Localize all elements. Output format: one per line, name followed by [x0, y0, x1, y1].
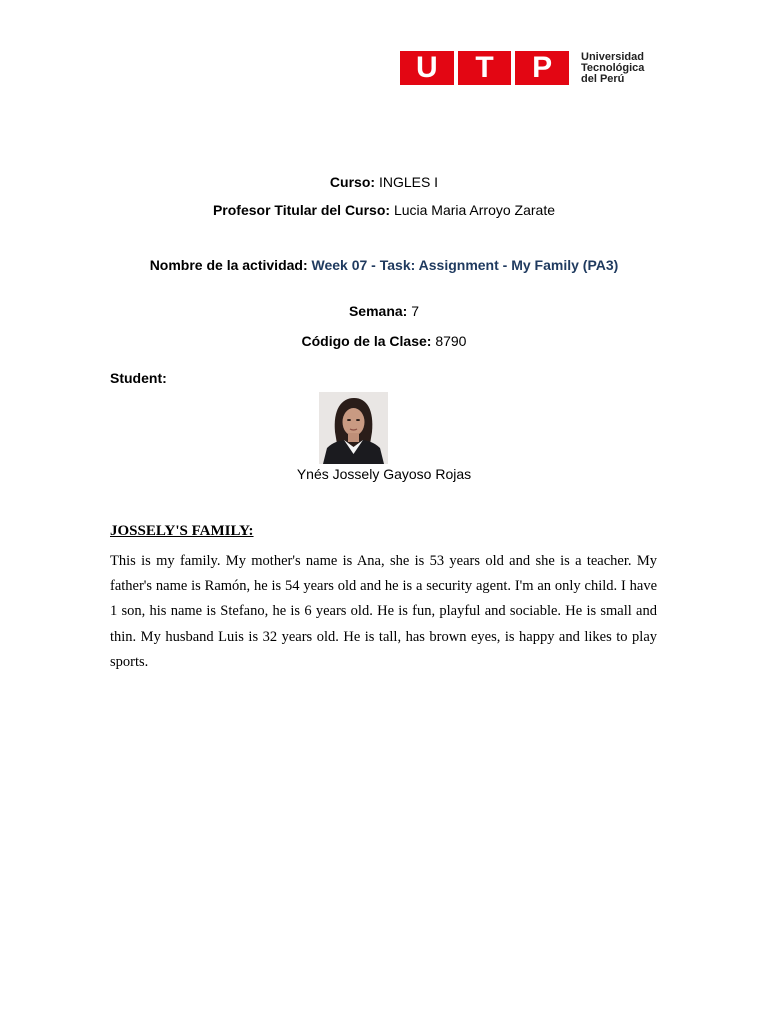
section-title: JOSSELY'S FAMILY:: [110, 523, 254, 539]
codigo-label: Código de la Clase:: [301, 333, 432, 349]
student-photo: [319, 392, 388, 464]
logo-university-name: [581, 52, 644, 85]
semana-line: [0, 302, 768, 320]
student-label: Student:: [110, 370, 167, 386]
student-name: Ynés Jossely Gayoso Rojas: [296, 466, 472, 482]
logo-letter-p: P: [532, 51, 553, 84]
curso-label: Curso:: [329, 174, 376, 190]
curso-line: [0, 173, 768, 191]
actividad-label: Nombre de la actividad:: [149, 257, 308, 273]
logo-line-1: Universidad: [581, 50, 644, 63]
logo-line-3: del Perú: [581, 72, 625, 85]
logo-letters-block: [400, 51, 569, 85]
profesor-value: Lucia Maria Arroyo Zarate: [393, 202, 556, 218]
logo-letter-t: T: [458, 51, 516, 85]
logo-line-2: Tecnológica: [581, 61, 645, 74]
profesor-label: Profesor Titular del Curso:: [212, 202, 391, 218]
curso-value: INGLES I: [378, 174, 439, 190]
actividad-value: Week 07 - Task: Assignment - My Family (PA3): [311, 257, 619, 273]
family-paragraph: This is my family. My mother's name is Ana, she is 53 years old and she is a teacher. My father's name is Ramón, he is 54 years old and he is a security agent. I'm an only child. I have 1 son, his name is Stefano, he is 6 years old. He is fun, playful and sociable. He is small and thin. My husband Luis is 32 years old. He is tall, has brown eyes, is happy and likes to play sports.: [110, 553, 657, 670]
semana-label: Semana:: [348, 303, 408, 319]
semana-value: 7: [411, 303, 420, 319]
profesor-line: [0, 201, 768, 219]
codigo-line: [0, 332, 768, 350]
actividad-line: [0, 256, 768, 274]
logo-letter-u: U: [400, 51, 458, 85]
utp-logo: [400, 51, 644, 85]
student-portrait-icon: [319, 392, 388, 464]
codigo-value: 8790: [435, 333, 467, 349]
